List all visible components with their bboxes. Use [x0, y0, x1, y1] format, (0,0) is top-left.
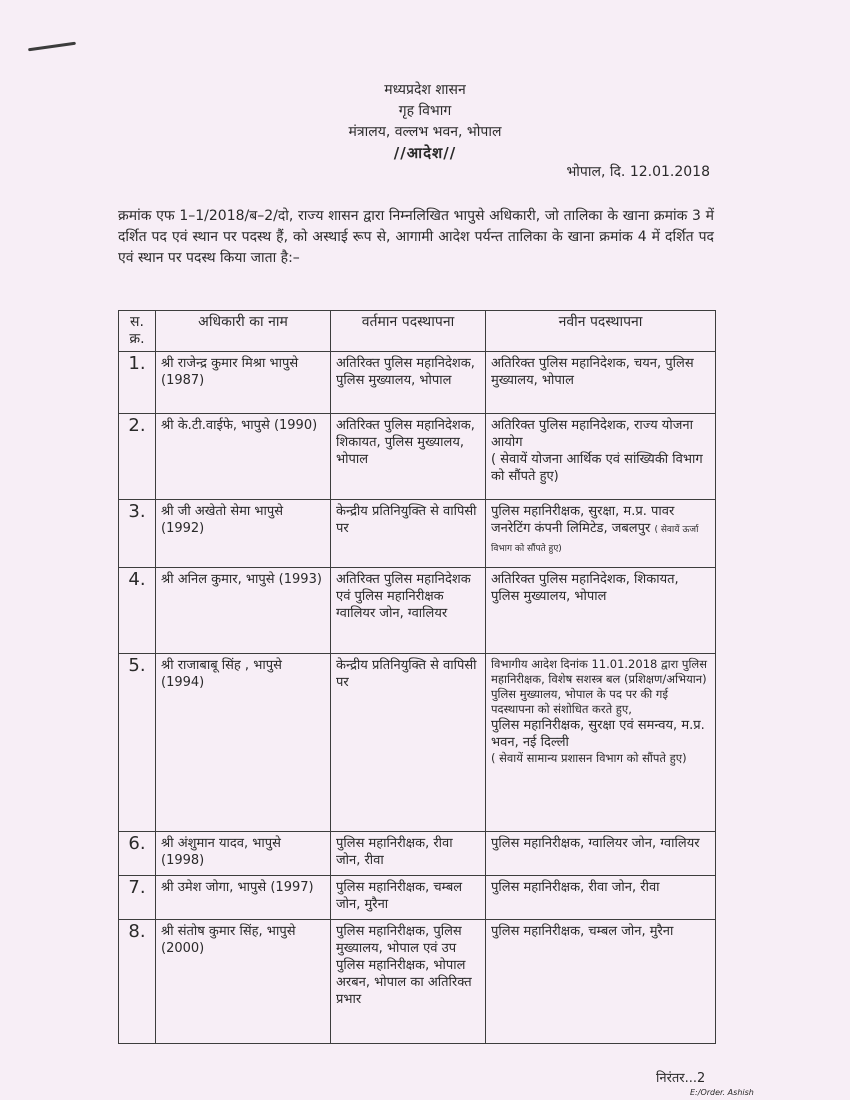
new-posting: पुलिस महानिरीक्षक, रीवा जोन, रीवा	[486, 876, 716, 920]
new-posting: अतिरिक्त पुलिस महानिदेशक, राज्य योजना आयोग	[491, 418, 693, 450]
officer-name: श्री अनिल कुमार, भापुसे (1993)	[156, 568, 331, 654]
serial-number: 3.	[119, 500, 156, 568]
document-header	[0, 80, 850, 164]
new-posting: अतिरिक्त पुलिस महानिदेशक, चयन, पुलिस मुख्यालय, भोपाल	[486, 352, 716, 414]
col-header-sn: स. क्र.	[119, 311, 156, 352]
serial-number: 5.	[119, 654, 156, 832]
table-row	[119, 414, 716, 500]
posting-table	[118, 310, 716, 1044]
col-header-new: नवीन पदस्थापना	[486, 311, 716, 352]
current-posting: अतिरिक्त पुलिस महानिदेशक, शिकायत, पुलिस मुख्यालय, भोपाल	[331, 414, 486, 500]
continued-label: निरंतर...2	[656, 1071, 706, 1086]
table-row	[119, 832, 716, 876]
current-posting: पुलिस महानिरीक्षक, पुलिस मुख्यालय, भोपाल एवं उप पुलिस महानिरीक्षक, भोपाल अरबन, भोपाल का अतिरिक्त प्रभार	[331, 920, 486, 1044]
serial-number: 8.	[119, 920, 156, 1044]
posting-note: ( सेवायें ऊर्जा विभाग को सौंपते हुए)	[491, 525, 699, 554]
order-title: //आदेश//	[393, 144, 457, 162]
table-row	[119, 568, 716, 654]
posting-note: ( सेवायें सामान्य प्रशासन विभाग को सौंपते हुए)	[491, 751, 687, 765]
current-posting: केन्द्रीय प्रतिनियुक्ति से वापिसी पर	[331, 654, 486, 832]
pen-mark	[28, 42, 76, 52]
serial-number: 1.	[119, 352, 156, 414]
department-name: गृह विभाग	[398, 103, 452, 119]
serial-number: 4.	[119, 568, 156, 654]
col-header-current: वर्तमान पदस्थापना	[331, 311, 486, 352]
table-header-row	[119, 311, 716, 352]
officer-name: श्री संतोष कुमार सिंह, भापुसे (2000)	[156, 920, 331, 1044]
new-posting: अतिरिक्त पुलिस महानिदेशक, शिकायत, पुलिस मुख्यालय, भोपाल	[486, 568, 716, 654]
new-posting: पुलिस महानिरीक्षक, चम्बल जोन, मुरैना	[486, 920, 716, 1044]
col-header-name: अधिकारी का नाम	[156, 311, 331, 352]
order-body: क्रमांक एफ 1–1/2018/ब–2/दो, राज्य शासन द्वारा निम्नलिखित भापुसे अधिकारी, जो तालिका के खाना क्रमांक 3 में दर्शित पद एवं स्थान पर पदस्थ हैं, को अस्थाई रूप से, आगामी आदेश पर्यन्त तालिका के खाना क्रमांक 4 में दर्शित पद एवं स्थान पर पदस्थ किया जाता है:–	[118, 208, 714, 266]
serial-number: 2.	[119, 414, 156, 500]
officer-name: श्री जी अखेतो सेमा भापुसे (1992)	[156, 500, 331, 568]
officer-name: श्री उमेश जोगा, भापुसे (1997)	[156, 876, 331, 920]
officer-name: श्री अंशुमान यादव, भापुसे (1998)	[156, 832, 331, 876]
new-posting-cell	[486, 500, 716, 568]
current-posting: अतिरिक्त पुलिस महानिदेशक एवं पुलिस महानिरीक्षक ग्वालियर जोन, ग्वालियर	[331, 568, 486, 654]
current-posting: पुलिस महानिरीक्षक, चम्बल जोन, मुरैना	[331, 876, 486, 920]
officer-name: श्री राजाबाबू सिंह , भापुसे (1994)	[156, 654, 331, 832]
new-posting-cell	[486, 654, 716, 832]
posting-note: ( सेवायें योजना आर्थिक एवं सांख्यिकी विभाग को सौंपते हुए)	[491, 452, 703, 484]
officer-name: श्री राजेन्द्र कुमार मिश्रा भापुसे (1987)	[156, 352, 331, 414]
table-row	[119, 654, 716, 832]
office-address: मंत्रालय, वल्लभ भवन, भोपाल	[348, 124, 502, 140]
govt-name: मध्यप्रदेश शासन	[384, 82, 466, 98]
serial-number: 7.	[119, 876, 156, 920]
new-posting: पुलिस महानिरीक्षक, ग्वालियर जोन, ग्वालियर	[486, 832, 716, 876]
new-posting: पुलिस महानिरीक्षक, सुरक्षा एवं समन्वय, म.प्र. भवन, नई दिल्ली	[491, 718, 705, 750]
current-posting: पुलिस महानिरीक्षक, रीवा जोन, रीवा	[331, 832, 486, 876]
amendment-note: विभागीय आदेश दिनांक 11.01.2018 द्वारा पुलिस महानिरीक्षक, विशेष सशस्त्र बल (प्रशिक्षण/अभियान) पुलिस मुख्यालय, भोपाल के पद पर की गई पदस्थापना को संशोधित करते हुए,	[491, 657, 707, 716]
current-posting: केन्द्रीय प्रतिनियुक्ति से वापिसी पर	[331, 500, 486, 568]
table-row	[119, 920, 716, 1044]
table-row	[119, 352, 716, 414]
new-posting-cell	[486, 414, 716, 500]
table-row	[119, 500, 716, 568]
current-posting: अतिरिक्त पुलिस महानिदेशक, पुलिस मुख्यालय, भोपाल	[331, 352, 486, 414]
table-row	[119, 876, 716, 920]
file-reference: E:/Order. Ashish	[690, 1088, 754, 1097]
officer-name: श्री के.टी.वाईफे, भापुसे (1990)	[156, 414, 331, 500]
place-date: भोपाल, दि. 12.01.2018	[566, 164, 710, 180]
new-posting: पुलिस महानिरीक्षक, सुरक्षा, म.प्र. पावर जनरेटिंग कंपनी लिमिटेड, जबलपुर	[491, 504, 675, 536]
serial-number: 6.	[119, 832, 156, 876]
